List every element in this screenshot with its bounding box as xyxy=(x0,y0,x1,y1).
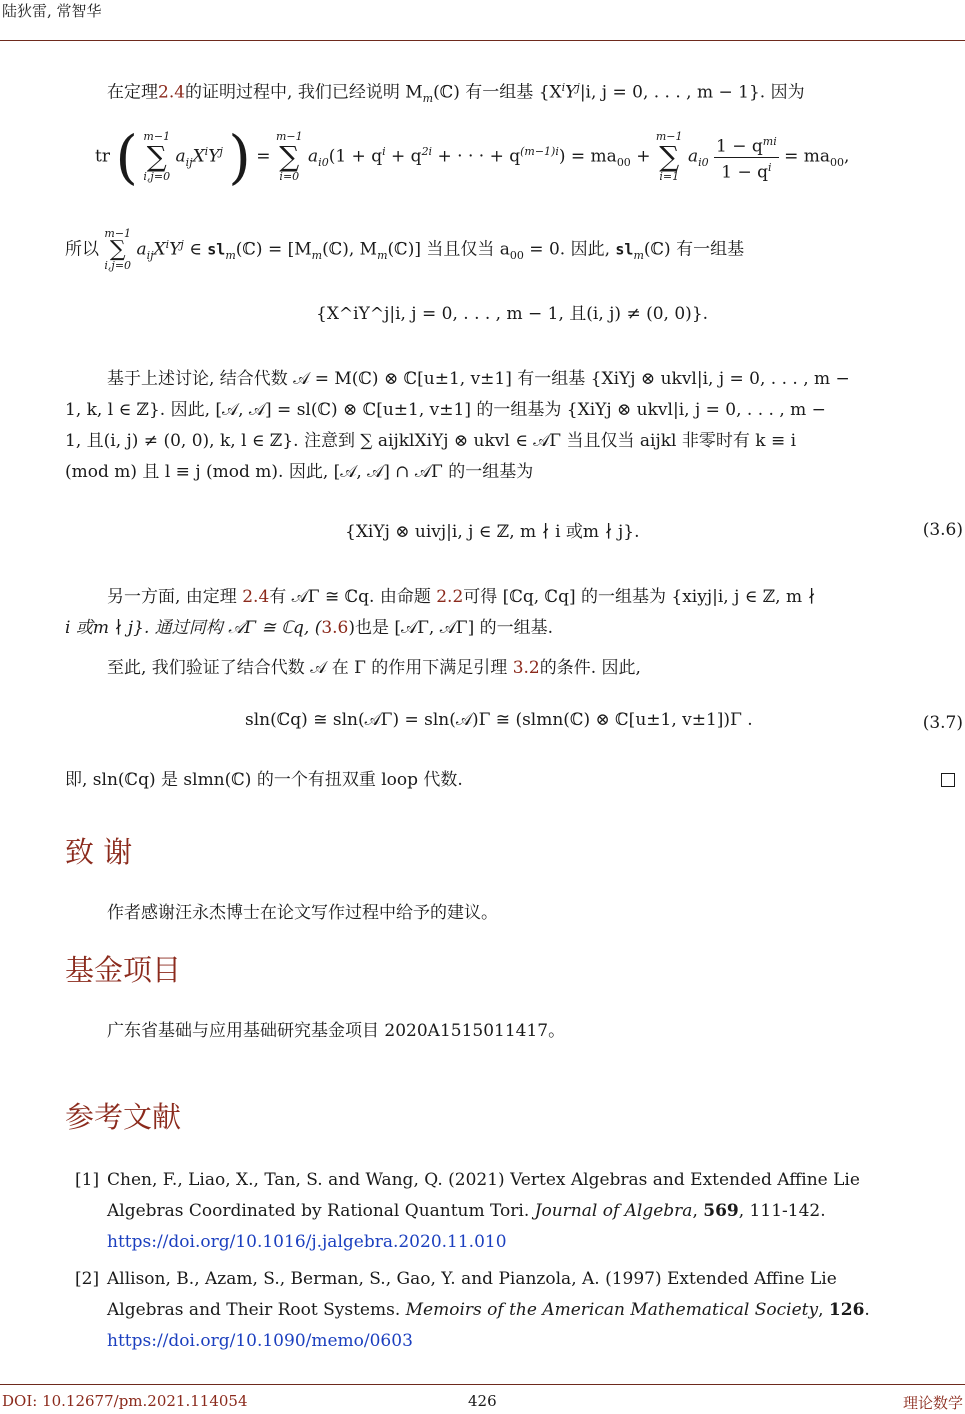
ack-heading: 致 谢 xyxy=(65,835,133,869)
p3-line-2: 1, k, l ∈ ℤ}. 因此, [𝒜, 𝒜] = sl(ℂ) ⊗ ℂ[u±1, v±1] 的一组基为 {XiYj ⊗ ukvl|i, j = 0, . . . , m − xyxy=(65,400,826,420)
paragraph-result: 即, sln(ℂq) 是 slmn(ℂ) 的一个有扭双重 loop 代数. xyxy=(65,770,463,790)
footer-doi[interactable]: DOI: 10.12677/pm.2021.114054 xyxy=(2,1392,248,1410)
trace-operator: tr xyxy=(95,146,110,167)
p4-line-1: 另一方面, 由定理 2.4有 𝒜Γ ≅ ℂq. 由命题 2.2可得 [ℂq, ℂq] 的一组基为 {xiyj|i, j ∈ ℤ, m ∤ xyxy=(107,587,816,607)
sum-sign-i0: m−1 ∑ i=0 xyxy=(275,130,303,183)
geometric-fraction: $\frac{1 - q^{mi}}{1 - q^i}$ xyxy=(714,132,779,182)
p3-line-4: (mod m) 且 l ≡ j (mod m). 因此, [𝒜, 𝒜] ∩ 𝒜Γ 的一组基为 xyxy=(65,462,534,482)
fund-text: 广东省基础与应用基础研究基金项目 2020A1515011417。 xyxy=(107,1021,566,1041)
footer-journal-name[interactable]: 理论数学 xyxy=(902,1394,963,1412)
ref-2-number: [2] xyxy=(75,1269,100,1289)
sum-sign-inline: m−1 ∑ i,j=0 xyxy=(104,227,132,272)
equation-ref-link[interactable]: 3.6 xyxy=(321,618,349,638)
theorem-ref-link-2[interactable]: 2.4 xyxy=(242,587,270,607)
p4-line-2: i 或m ∤ j}. 通过同构 𝒜Γ ≅ ℂq, (3.6)也是 [𝒜Γ, 𝒜Γ] 的一组基. xyxy=(65,618,554,638)
paragraph-sl-basis: 所以 m−1 ∑ i,j=0 $a_{ij}X^iY^j$ ∈ $sl_m(ℂ)$ = [$M_m(ℂ)$, $M_m(ℂ)$] 当且仅当 $a_{00} = 0$. 因此, $sl_m(ℂ)$ 有一组基 xyxy=(65,227,745,272)
ref-2-line-2: Algebras and Their Root Systems. Memoirs of the American Mathematical Society, 126. xyxy=(107,1300,870,1320)
footer-page-number: 426 xyxy=(468,1392,497,1410)
ack-text: 作者感谢汪永杰博士在论文写作过程中给予的建议。 xyxy=(107,903,498,923)
p1-text-pre: 在定理 xyxy=(107,82,158,103)
ref-1-line-1: Chen, F., Liao, X., Tan, S. and Wang, Q. (2021) Vertex Algebras and Extended Affine Lie xyxy=(107,1170,860,1190)
footer-rule xyxy=(0,1384,965,1385)
equation-number-3-6: (3.6) xyxy=(922,520,963,540)
p3-line-1: 基于上述讨论, 结合代数 𝒜 = M(ℂ) ⊗ ℂ[u±1, v±1] 有一组基 {XiYj ⊗ ukvl|i, j = 0, . . . , m − xyxy=(107,369,850,389)
coef-a: a xyxy=(175,146,186,167)
paragraph-intro: 在定理2.4的证明过程中, 我们已经说明 $M_m(ℂ)$ 有一组基 {$X^iY^j|i$, j = 0, . . . , m − 1}. 因为 xyxy=(107,81,805,106)
theorem-ref-link[interactable]: 2.4 xyxy=(158,82,186,103)
p1-text-post: 的证明过程中, 我们已经说明 M xyxy=(185,82,423,103)
equation-number-3-7: (3.7) xyxy=(922,713,963,733)
ref-1-number: [1] xyxy=(75,1170,100,1190)
ref-1-line-2: Algebras Coordinated by Rational Quantum Tori. Journal of Algebra, 569, 111-142. xyxy=(107,1201,826,1221)
ref-1-doi-link[interactable]: https://doi.org/10.1016/j.jalgebra.2020.11.010 xyxy=(107,1232,507,1252)
ref-2-line-1: Allison, B., Azam, S., Berman, S., Gao, Y. and Pianzola, A. (1997) Extended Affine Lie xyxy=(107,1269,837,1289)
basis-equation: {X^iY^j|i, j = 0, . . . , m − 1, 且(i, j) ≠ (0, 0)}. xyxy=(316,304,709,324)
qed-square-icon xyxy=(941,773,955,787)
p1-text-post3: |i, j = 0, . . . , m − 1}. 因为 xyxy=(579,82,805,103)
header-rule xyxy=(0,40,965,41)
equation-3-6: {XiYj ⊗ uivj|i, j ∈ ℤ, m ∤ i 或m ∤ j}. xyxy=(345,522,640,542)
refs-heading: 参考文献 xyxy=(65,1100,182,1134)
p3-line-3: 1, 且(i, j) ≠ (0, 0), k, l ∈ ℤ}. 注意到 ∑ aijklXiYj ⊗ ukvl ∈ 𝒜Γ 当且仅当 aijkl 非零时有 k ≡ i xyxy=(65,431,797,451)
paragraph-conclusion: 至此, 我们验证了结合代数 𝒜 在 Γ 的作用下满足引理 3.2的条件. 因此, xyxy=(107,658,641,678)
sum-sign-i1: m−1 ∑ i=1 xyxy=(655,130,683,183)
equation-3-7: sln(ℂq) ≅ sln(𝒜Γ) = sln(𝒜)Γ ≅ (slmn(ℂ) ⊗ ℂ[u±1, v±1])Γ . xyxy=(245,710,753,730)
proposition-ref-link[interactable]: 2.2 xyxy=(436,587,464,607)
fund-heading: 基金项目 xyxy=(65,953,182,987)
running-head-authors: 陆狄雷, 常智华 xyxy=(2,2,102,20)
ref-2-doi-link[interactable]: https://doi.org/10.1090/memo/0603 xyxy=(107,1331,413,1351)
trace-equation: tr ( m−1 ∑ i,j=0 $a_{ij}X^iY^j$ ) = m−1 ∑ i=0 $a_{i0}(1 + q^i + q^{2i}$ + · · · + $q^{(m-1)i}) = ma_{00}$ + m−1 ∑ i=1 $a_{i0}$ $\frac{1 - q^{mi}}{1 - q^i}$ = $ma_{00}$, xyxy=(95,123,850,191)
lemma-ref-link[interactable]: 3.2 xyxy=(512,658,540,678)
sum-sign-ij: m−1 ∑ i,j=0 xyxy=(143,130,171,183)
p1-text-post2: (ℂ) 有一组基 {X xyxy=(433,82,562,103)
